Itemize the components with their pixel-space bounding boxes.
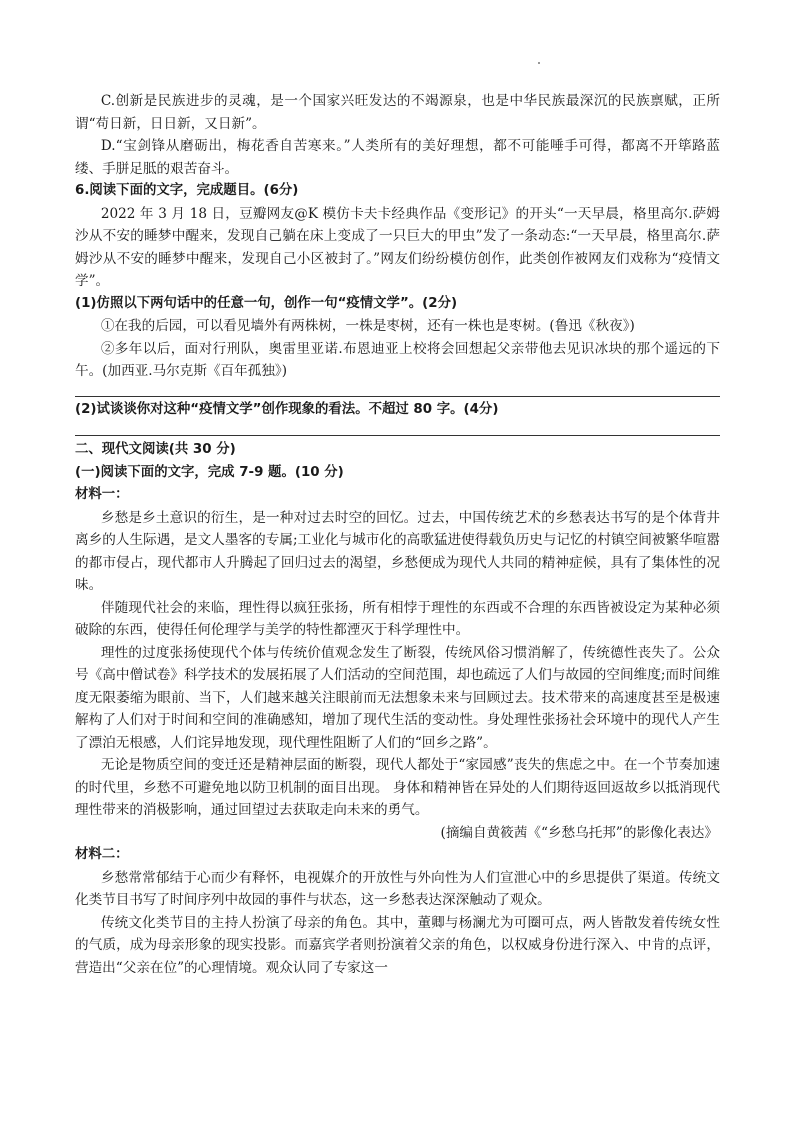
material-2-para-2: 传统文化类节目的主持人扮演了母亲的角色。其中，董卿与杨澜尤为可圈可点，两人皆散发着传统女性的气质，成为母亲形象的现实投影。而嘉宾学者则扮演着父亲的角色，以权威身份进行深入、中肯的点评，营造出“父亲在位”的心理情境。观众认同了专家这一 — [75, 914, 720, 976]
question-6-title: 6.阅读下面的文字，完成题目。(6分) — [75, 183, 299, 198]
question-6-sub2: (2)试谈谈你对这种“疫情文学”创作现象的看法。不超过 80 字。(4分) — [75, 401, 499, 417]
question-6-example-2: ②多年以后，面对行刑队，奥雷里亚诺.布恩迪亚上校将会回想起父亲带他去见识冰块的那个遥远的下午。(加西亚.马尔克斯《百年孤独》) — [75, 340, 720, 379]
material-1-label: 材料一： — [75, 487, 129, 502]
question-6-example-1: ①在我的后园，可以看见墙外有两株树，一株是枣树，还有一株也是枣树。(鲁迅《秋夜》) — [100, 318, 635, 334]
section-2-title: 二、现代文阅读(共 30 分) — [75, 442, 236, 457]
material-2-label: 材料二： — [75, 847, 129, 862]
material-1-para-2: 伴随现代社会的来临，理性得以疯狂张扬，所有相悖于理性的东西或不合理的东西皆被设定为某种必须破除的东西，使得任何伦理学与美学的特性都湮灭于科学理性中。 — [75, 599, 720, 638]
option-c: C.创新是民族进步的灵魂，是一个国家兴旺发达的不竭源泉，也是中华民族最深沉的民族禀赋，正所谓“苟日新，日日新，又日新”。 — [75, 93, 720, 132]
material-1-para-1: 乡愁是乡土意识的衍生，是一种对过去时空的回忆。过去，中国传统艺术的乡愁表达书写的是个体背井离乡的人生际遇，是文人墨客的专属;工业化与城市化的高歌猛进使得载负历史与记忆的村镇空间被繁华喧嚣的都市侵占，现代都市人升腾起了回归过去的渴望，乡愁便成为现代人共同的精神症候，具有了集体性的况味。 — [75, 509, 720, 593]
scan-speck — [538, 62, 540, 64]
section-2-subtitle: (一)阅读下面的文字，完成 7-9 题。(10 分) — [75, 464, 344, 480]
exam-page — [75, 90, 720, 979]
material-1-para-3: 理性的过度张扬使现代个体与传统价值观念发生了断裂，传统风俗习惯消解了，传统德性丧失了。公众号《高中僧试卷》科学技术的发展拓展了人们活动的空间范围，却也疏远了人们与故园的空间维度;而时间维度无限萎缩为眼前、当下，人们越来越关注眼前而无法想象未来与回顾过去。技术带来的高速度甚至是极速解构了人们对于时间和空间的准确感知，增加了现代生活的变动性。身处理性张扬社会环境中的现代人产生了漂泊无根感，人们诧异地发现，现代理性阻断了人们的“回乡之路”。 — [75, 644, 720, 751]
material-1-para-4: 无论是物质空间的变迁还是精神层面的断裂，现代人都处于“家园感”丧失的焦虑之中。在一个节奏加速的时代里，乡愁不可避免地以防卫机制的面目出现。 身体和精神皆在异处的人们期待返回返故乡以抵消现代理性带来的消极影响，通过回望过去获取走向未来的勇气。 — [75, 757, 720, 818]
question-6-passage: 2022 年 3 月 18 日，豆瓣网友@K 模仿卡夫卡经典作品《变形记》的开头“一天早晨，格里高尔.萨姆沙从不安的睡梦中醒来，发现自己躺在床上变成了一只巨大的甲虫”发了一条动态:“一天早晨，格里高尔.萨姆沙从不安的睡梦中醒来，发现自己小区被封了。”网友们纷纷模仿创作，此类创作被网友们戏称为“疫情文学”。 — [75, 205, 720, 289]
material-2-para-1: 乡愁常常郁结于心而少有释怀，电视媒介的开放性与外向性为人们宣泄心中的乡思提供了渠道。传统文化类节目书写了时间序列中故园的事件与状态，这一乡愁表达深深触动了观众。 — [75, 869, 720, 908]
material-1-source: (摘编自黄筱茜《“乡愁乌托邦”的影像化表达》 — [440, 824, 718, 841]
question-6-sub1: (1)仿照以下两句话中的任意一句，创作一句“疫情文学”。(2分) — [75, 295, 458, 311]
option-d: D.“宝剑锋从磨砺出，梅花香自苦寒来。”人类所有的美好理想，都不可能唾手可得，都离不开筚路蓝缕、手胼足胝的艰苦奋斗。 — [75, 138, 720, 177]
